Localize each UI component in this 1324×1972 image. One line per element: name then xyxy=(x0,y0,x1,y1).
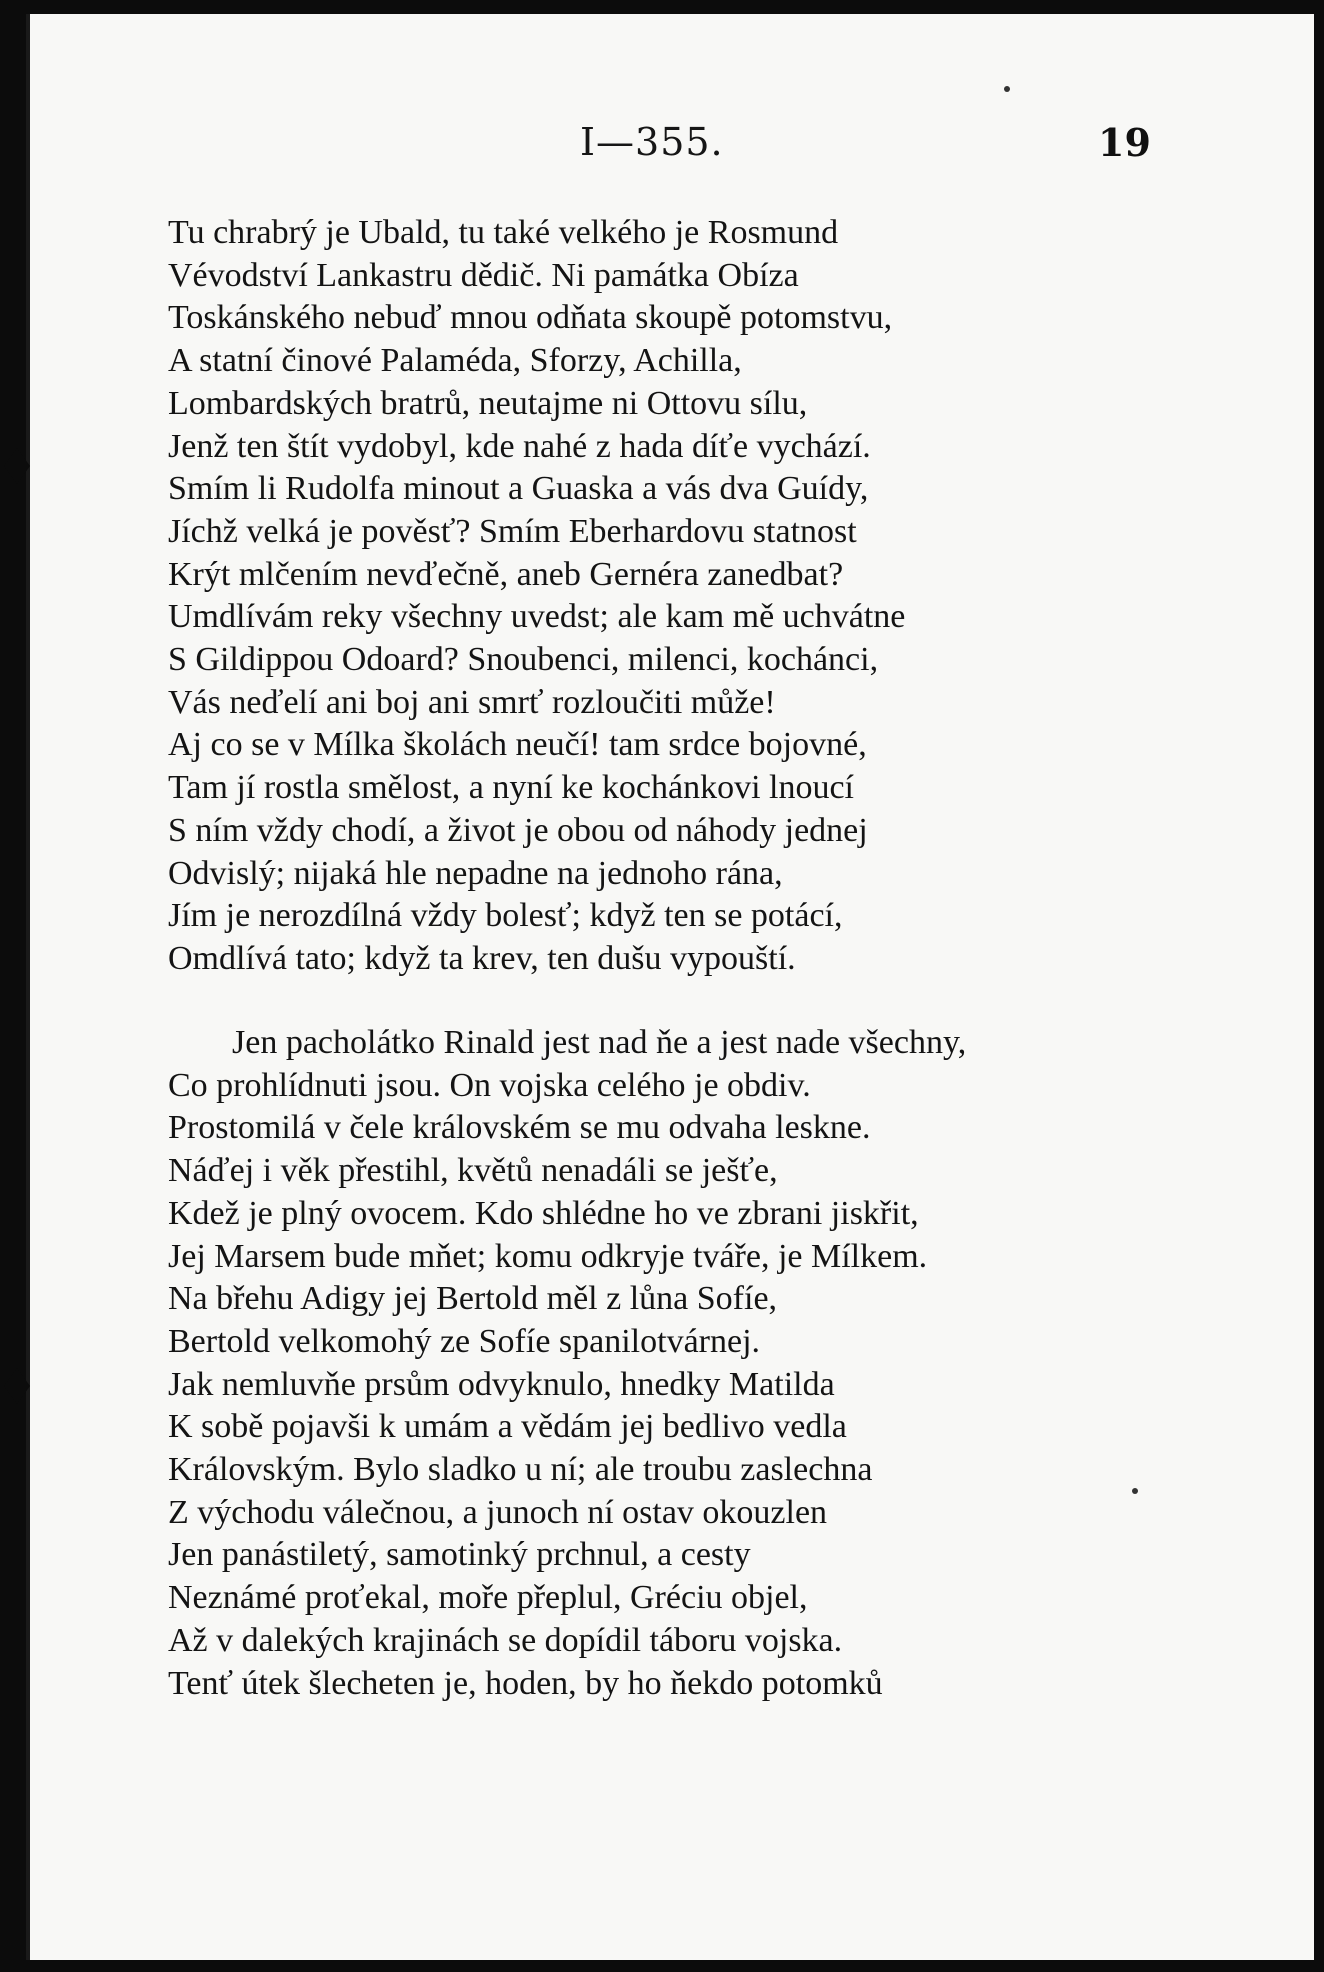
stanza-1 xyxy=(168,212,905,981)
verse-line: Umdlívám reky všechny uvedst; ale kam mě uchvátne xyxy=(168,598,906,636)
scan-edge-left xyxy=(0,0,26,1972)
verse-line: Jej Marsem bude mňet; komu odkryje tváře, je Mílkem. xyxy=(168,1237,928,1275)
verse-line: Z východu válečnou, a junoch ní ostav okouzlen xyxy=(168,1493,828,1531)
binding-line xyxy=(26,14,30,1960)
verse-line: Náďej i věk přestihl, květů nenadáli se ješťe, xyxy=(168,1152,778,1190)
stanza-2 xyxy=(168,1022,966,1705)
verse-line: Co prohlídnuti jsou. On vojska celého je obdiv. xyxy=(168,1066,811,1104)
verse-line: Vévodství Lankastru dědič. Ni památka Obíza xyxy=(168,256,799,294)
verse-line: Tam jí rostla smělost, a nyní ke kochánkovi lnoucí xyxy=(168,769,854,807)
verse-line: Až v dalekých krajinách se dopídil táboru vojska. xyxy=(168,1621,843,1659)
verse-line: Jak nemluvňe prsům odvyknulo, hnedky Matilda xyxy=(168,1365,835,1403)
verse-line: Bertold velkomohý ze Sofíe spanilotvárnej. xyxy=(168,1322,761,1360)
scan-edge-right xyxy=(1314,0,1324,1972)
verse-line: S Gildippou Odoard? Snoubenci, milenci, kochánci, xyxy=(168,641,879,679)
verse-line: Krýt mlčením nevďečně, aneb Gernéra zanedbat? xyxy=(168,555,844,593)
verse-line: A statní činové Palaméda, Sforzy, Achilla, xyxy=(168,342,742,380)
verse-line: Královským. Bylo sladko u ní; ale troubu zaslechna xyxy=(168,1451,873,1489)
verse-line: Prostomilá v čele královském se mu odvaha leskne. xyxy=(168,1109,871,1147)
verse-line: Tu chrabrý je Ubald, tu také velkého je Rosmund xyxy=(168,214,839,251)
page-number: 19 xyxy=(1098,120,1151,165)
scan-edge-bottom xyxy=(0,1960,1324,1972)
verse-line: Odvislý; nijaká hle nepadne na jednoho rána, xyxy=(168,854,783,892)
verse-line: Toskánského nebuď mnou odňata skoupě potomstvu, xyxy=(168,299,893,337)
verse-line: Neznámé proťekal, moře přeplul, Gréciu objel, xyxy=(168,1579,808,1617)
verse-line: Kdež je plný ovocem. Kdo shlédne ho ve zbrani jiskřit, xyxy=(168,1194,919,1232)
verse-line: Aj co se v Mílka školách neučí! tam srdce bojovné, xyxy=(168,726,867,764)
scan-edge-top xyxy=(0,0,1324,14)
verse-line: K sobě pojavši k umám a vědám jej bedlivo vedla xyxy=(168,1408,847,1446)
verse-line: Tenť útek šlecheten je, hoden, by ho ňekdo potomků xyxy=(168,1664,883,1702)
verse-line: Jen pacholátko Rinald jest nad ňe a jest nade všechny, xyxy=(232,1024,967,1061)
verse-line: Na břehu Adigy jej Bertold měl z lůna Sofíe, xyxy=(168,1280,778,1318)
verse-line: Smím li Rudolfa minout a Guaska a vás dva Guídy, xyxy=(168,470,869,508)
verse-line: Jenž ten štít vydobyl, kde nahé z hada díťe vychází. xyxy=(168,427,871,465)
verse-line: Omdlívá tato; když ta krev, ten dušu vypouští. xyxy=(168,939,796,977)
verse-line: S ním vždy chodí, a život je obou od náhody jednej xyxy=(168,811,868,849)
verse-line: Jen panástiletý, samotinký prchnul, a cesty xyxy=(168,1536,751,1574)
scan-speck xyxy=(1132,1488,1138,1494)
running-header-folio: I—355. xyxy=(580,120,724,164)
scan-speck xyxy=(1004,86,1010,92)
verse-line: Vás neďelí ani boj ani smrť rozloučiti může! xyxy=(168,683,776,721)
verse-line: Jíchž velká je pověsť? Smím Eberhardovu statnost xyxy=(168,512,857,550)
verse-line: Jím je nerozdílná vždy bolesť; když ten se potácí, xyxy=(168,897,843,935)
verse-line: Lombardských bratrů, neutajme ni Ottovu sílu, xyxy=(168,384,808,422)
